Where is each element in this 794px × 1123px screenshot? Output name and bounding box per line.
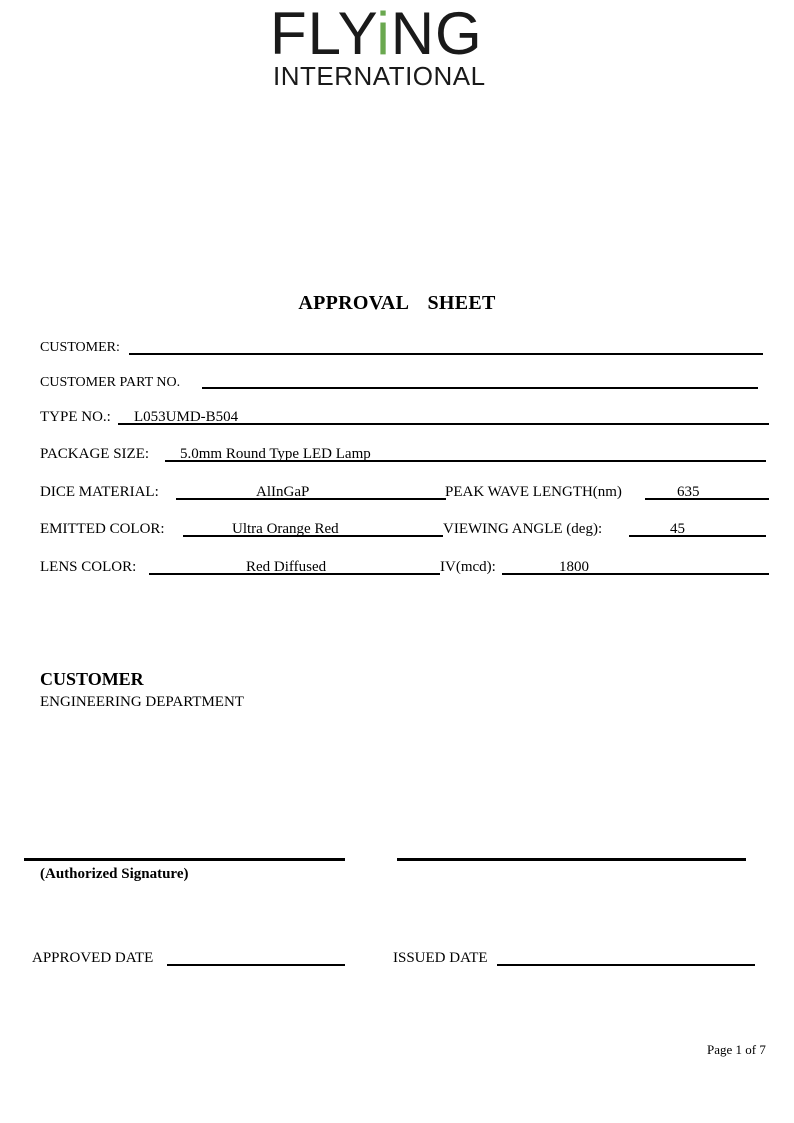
approved-date-label: APPROVED DATE: [32, 950, 154, 966]
engineering-department-label: ENGINEERING DEPARTMENT: [40, 694, 244, 710]
issued-date-label: ISSUED DATE: [393, 950, 488, 966]
company-logo: [270, 2, 483, 66]
emitted-color-label: EMITTED COLOR:: [40, 521, 165, 537]
type-no-value: L053UMD-B504: [134, 409, 239, 425]
package-size-label: PACKAGE SIZE:: [40, 446, 150, 462]
customer-part-no-field[interactable]: [202, 387, 758, 389]
logo-text-prefix: FLY: [270, 0, 377, 67]
lens-color-value: Red Diffused: [246, 559, 327, 575]
dice-material-value: AlInGaP: [256, 484, 310, 500]
authorized-signature-line[interactable]: [24, 858, 345, 861]
viewing-angle-label: VIEWING ANGLE (deg):: [443, 521, 603, 537]
customer-heading: CUSTOMER: [40, 669, 144, 689]
peak-wave-length-label: PEAK WAVE LENGTH(nm): [445, 484, 622, 500]
lens-color-label: LENS COLOR:: [40, 559, 137, 575]
iv-field[interactable]: [502, 573, 769, 575]
peak-wave-length-field[interactable]: [645, 498, 769, 500]
dice-material-field[interactable]: [176, 498, 446, 500]
customer-field[interactable]: [129, 353, 763, 355]
iv-label: IV(mcd):: [440, 559, 496, 575]
iv-value: 1800: [559, 559, 589, 575]
logo-subtitle: INTERNATIONAL: [273, 61, 486, 91]
customer-label: CUSTOMER:: [40, 340, 120, 355]
logo-text-i: i: [376, 0, 391, 67]
page-number: Page 1 of 7: [707, 1042, 766, 1057]
authorized-signature-label: (Authorized Signature): [40, 866, 189, 882]
page-title: APPROVAL SHEET: [298, 292, 496, 314]
package-size-value: 5.0mm Round Type LED Lamp: [180, 446, 371, 462]
customer-part-no-label: CUSTOMER PART NO.: [40, 375, 181, 390]
peak-wave-length-value: 635: [677, 484, 700, 500]
issued-date-field[interactable]: [497, 964, 755, 966]
viewing-angle-field[interactable]: [629, 535, 766, 537]
approved-date-field[interactable]: [167, 964, 345, 966]
type-no-label: TYPE NO.:: [40, 409, 111, 425]
logo-text-suffix: NG: [390, 0, 483, 67]
viewing-angle-value: 45: [670, 521, 685, 537]
second-signature-line[interactable]: [397, 858, 746, 861]
emitted-color-value: Ultra Orange Red: [232, 521, 339, 537]
dice-material-label: DICE MATERIAL:: [40, 484, 159, 500]
